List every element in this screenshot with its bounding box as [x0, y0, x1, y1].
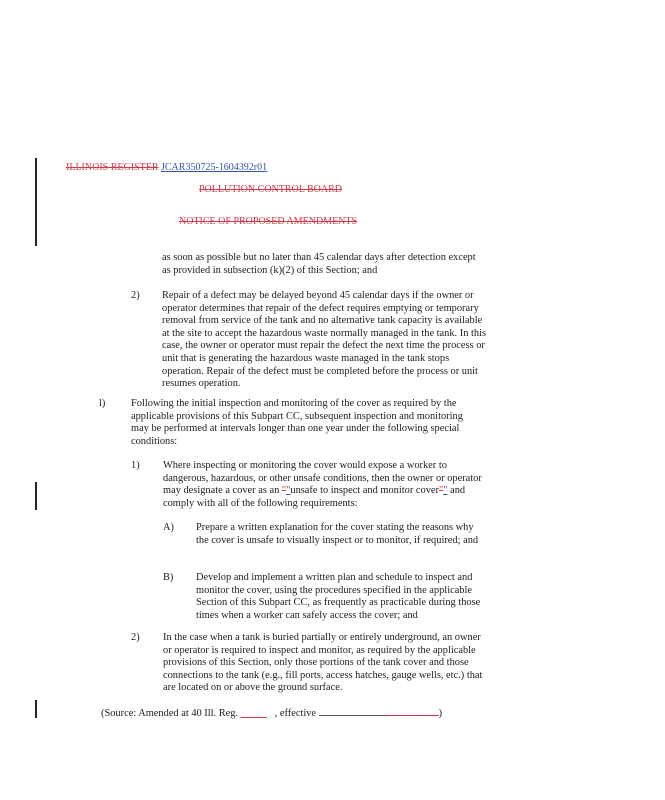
board-struck-text: POLLUTION CONTROL BOARD — [199, 184, 342, 195]
section-l-label: l) — [99, 398, 106, 409]
item-2-label: 2) — [131, 290, 140, 301]
source-middle: , effective — [274, 708, 319, 719]
new-quote-open: " — [286, 485, 291, 497]
source-note — [101, 705, 442, 721]
item-l1-paragraph: Where inspecting or monitoring the cover would expose a worker to dangerous, hazardous, or other unsafe conditions, then the owner or operator may designate a cover as an ""unsafe to inspect and monitor cover"" and comply with all of the following requirements: — [163, 460, 482, 509]
register-id: JCAR350725-1604392r01 — [161, 162, 268, 173]
register-header — [66, 162, 267, 175]
old-quote-close: " — [438, 485, 444, 497]
register-blank: _____ — [240, 708, 267, 719]
item-B-paragraph: Develop and implement a written plan and schedule to inspect and monitor the cover, using the procedures specified in the applicable Section of this Subpart CC, as frequently as practicable during those times when a worker can safely access the cover; and — [196, 572, 481, 621]
source-suffix: ) — [438, 708, 443, 719]
notice-header — [179, 216, 357, 229]
change-bar-source — [35, 700, 37, 718]
change-bar-unsafe-cover — [35, 482, 37, 510]
register-struck-text: ILLINOIS REGISTER — [66, 162, 159, 173]
section-l-paragraph: Following the initial inspection and monitoring of the cover as required by the applicable provisions of this Subpart CC, subsequent inspection and monitoring may be performed at intervals longer than one year under the following special conditions: — [131, 398, 463, 447]
new-quote-close: " — [443, 485, 448, 497]
item-l1-label: 1) — [131, 460, 140, 471]
continuation-paragraph: as soon as possible but no later than 45 calendar days after detection except as provided in subsection (k)(2) of this Section; and — [162, 252, 476, 276]
item-A-paragraph: Prepare a written explanation for the cover stating the reasons why the cover is unsafe to visually inspect or to monitor, if required; and — [196, 522, 479, 546]
source-prefix: (Source: Amended at 40 Ill. Reg. — [101, 708, 241, 719]
effective-date-blank — [319, 705, 439, 716]
item-B-label: B) — [163, 572, 174, 583]
item-2-paragraph: Repair of a defect may be delayed beyond 45 calendar days if the owner or operator determines that repair of the defect requires emptying or temporary removal from service of the tank and no alternative tank capacity is available at the site to accept the hazardous waste normally managed in the tank. In this case, the owner or operator must repair the defect the next time the process or unit that is generating the hazardous waste managed in the tank stops operation. Repair of the defect must be completed before the process or unit resumes operation. — [162, 290, 487, 390]
item-A-label: A) — [163, 522, 174, 533]
board-header — [199, 184, 342, 197]
notice-struck-text: NOTICE OF PROPOSED AMENDMENTS — [179, 216, 358, 227]
item-l2-paragraph: In the case when a tank is buried partially or entirely underground, an owner or operator is required to inspect and monitor, as required by the applicable provisions of this Section, only those portions of the tank cover and those connections to the tank (e.g., fill ports, access hatches, gauge wells, etc.) that are located on or above the ground surface. — [163, 632, 483, 694]
old-quote-open: " — [281, 485, 287, 497]
change-bar-header — [35, 158, 37, 246]
item-l2-label: 2) — [131, 632, 140, 643]
